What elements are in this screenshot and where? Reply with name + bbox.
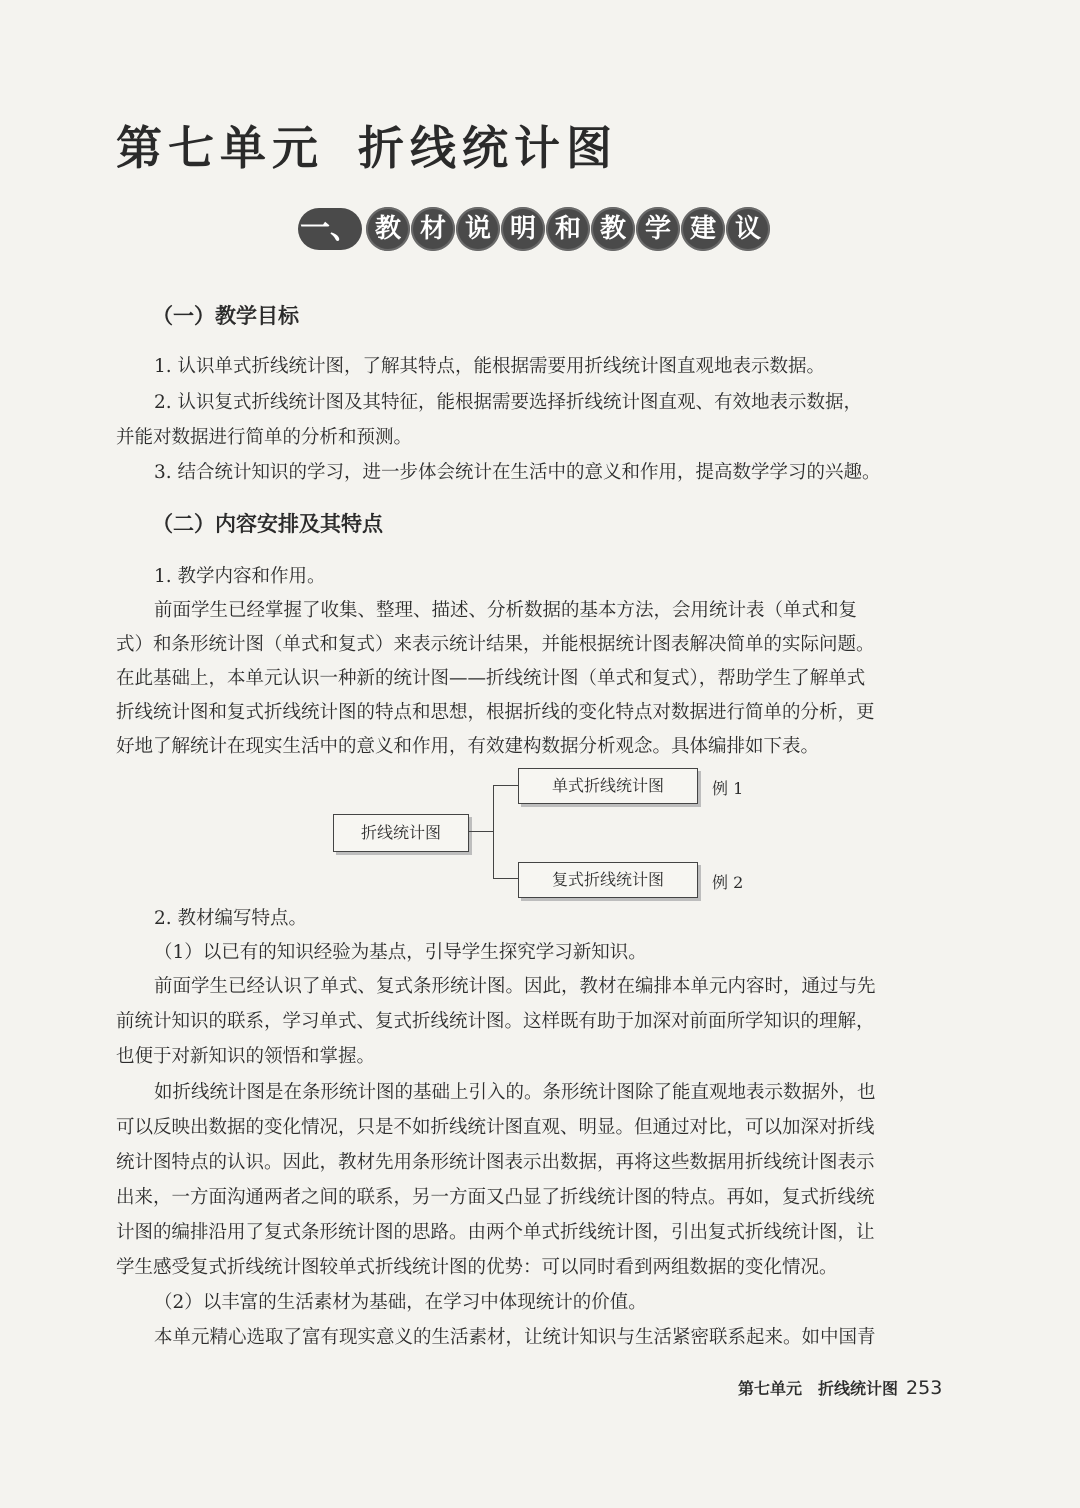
paragraph-line: 折线统计图和复式折线统计图的特点和思想，根据折线的变化特点对数据进行简单的分析，更 [116, 702, 875, 723]
content-heading: 1. 教学内容和作用。 [154, 566, 326, 587]
banner-char: 议 [726, 207, 770, 251]
banner-char: 明 [501, 207, 545, 251]
diagram-child-box-single: 单式折线统计图 [518, 768, 698, 804]
feature-heading: （1）以已有的知识经验为基点，引导学生探究学习新知识。 [154, 942, 647, 963]
goal-line: 3. 结合统计知识的学习，进一步体会统计在生活中的意义和作用，提高数学学习的兴趣。 [154, 462, 881, 483]
diagram-root-box: 折线统计图 [333, 814, 469, 852]
paragraph-line: 也便于对新知识的领悟和掌握。 [116, 1046, 376, 1067]
paragraph-line: 统计图特点的认识。因此，教材先用条形统计图表示出数据，再将这些数据用折线统计图表示 [116, 1152, 875, 1173]
banner-char: 材 [411, 207, 455, 251]
features-heading: 2. 教材编写特点。 [154, 908, 308, 929]
diagram-connector [493, 785, 494, 878]
banner-char: 教 [366, 207, 410, 251]
paragraph-line: 如折线统计图是在条形统计图的基础上引入的。条形统计图除了能直观地表示数据外，也 [154, 1082, 876, 1103]
unit-title [116, 112, 618, 178]
footer-unit: 第七单元 [738, 1379, 803, 1398]
diagram-connector [493, 785, 518, 786]
banner-char: 和 [546, 207, 590, 251]
paragraph-line: 前面学生已经掌握了收集、整理、描述、分析数据的基本方法，会用统计表（单式和复 [154, 600, 858, 621]
diagram-connector [493, 878, 518, 879]
banner-char: 教 [591, 207, 635, 251]
banner-char: 学 [636, 207, 680, 251]
page-footer [738, 1376, 942, 1399]
paragraph-line: 在此基础上，本单元认识一种新的统计图——折线统计图（单式和复式），帮助学生了解单式 [116, 668, 866, 689]
unit-title-number: 第七单元 [116, 121, 324, 175]
section-banner [298, 203, 771, 255]
feature-heading: （2）以丰富的生活素材为基础，在学习中体现统计的价值。 [154, 1292, 647, 1313]
unit-title-name: 折线统计图 [358, 121, 618, 175]
paragraph-line: 出来，一方面沟通两者之间的联系，另一方面又凸显了折线统计图的特点。再如，复式折线统 [116, 1187, 875, 1208]
paragraph-line: 可以反映出数据的变化情况，只是不如折线统计图直观、明显。但通过对比，可以加深对折线 [116, 1117, 875, 1138]
paragraph-line: 本单元精心选取了富有现实意义的生活素材，让统计知识与生活紧密联系起来。如中国青 [154, 1327, 876, 1348]
banner-char: 建 [681, 207, 725, 251]
paragraph-line: 前面学生已经认识了单式、复式条形统计图。因此，教材在编排本单元内容时，通过与先 [154, 976, 876, 997]
paragraph-line: 好地了解统计在现实生活中的意义和作用，有效建构数据分析观念。具体编排如下表。 [116, 736, 820, 757]
goal-line: 1. 认识单式折线统计图，了解其特点，能根据需要用折线统计图直观地表示数据。 [154, 356, 826, 377]
paragraph-line: 计图的编排沿用了复式条形统计图的思路。由两个单式折线统计图，引出复式折线统计图，让 [116, 1222, 875, 1243]
banner-number: 一、 [298, 208, 362, 250]
page-number: 253 [906, 1377, 943, 1399]
diagram-example-label: 例 2 [712, 873, 744, 892]
diagram-example-label: 例 1 [712, 779, 744, 798]
diagram-child-box-compound: 复式折线统计图 [518, 862, 698, 898]
paragraph-line: 学生感受复式折线统计图较单式折线统计图的优势：可以同时看到两组数据的变化情况。 [116, 1257, 838, 1278]
goal-line: 2. 认识复式折线统计图及其特征，能根据需要选择折线统计图直观、有效地表示数据， [154, 392, 863, 413]
goal-line: 并能对数据进行简单的分析和预测。 [116, 427, 413, 448]
footer-title: 折线统计图 [818, 1379, 899, 1398]
section-heading-goals: （一）教学目标 [152, 304, 299, 328]
banner-char: 说 [456, 207, 500, 251]
paragraph-line: 式）和条形统计图（单式和复式）来表示统计结果，并能根据统计图表解决简单的实际问题。 [116, 634, 875, 655]
paragraph-line: 前统计知识的联系，学习单式、复式折线统计图。这样既有助于加深对前面所学知识的理解， [116, 1011, 875, 1032]
section-heading-content: （二）内容安排及其特点 [152, 512, 383, 536]
diagram-connector [468, 831, 493, 832]
